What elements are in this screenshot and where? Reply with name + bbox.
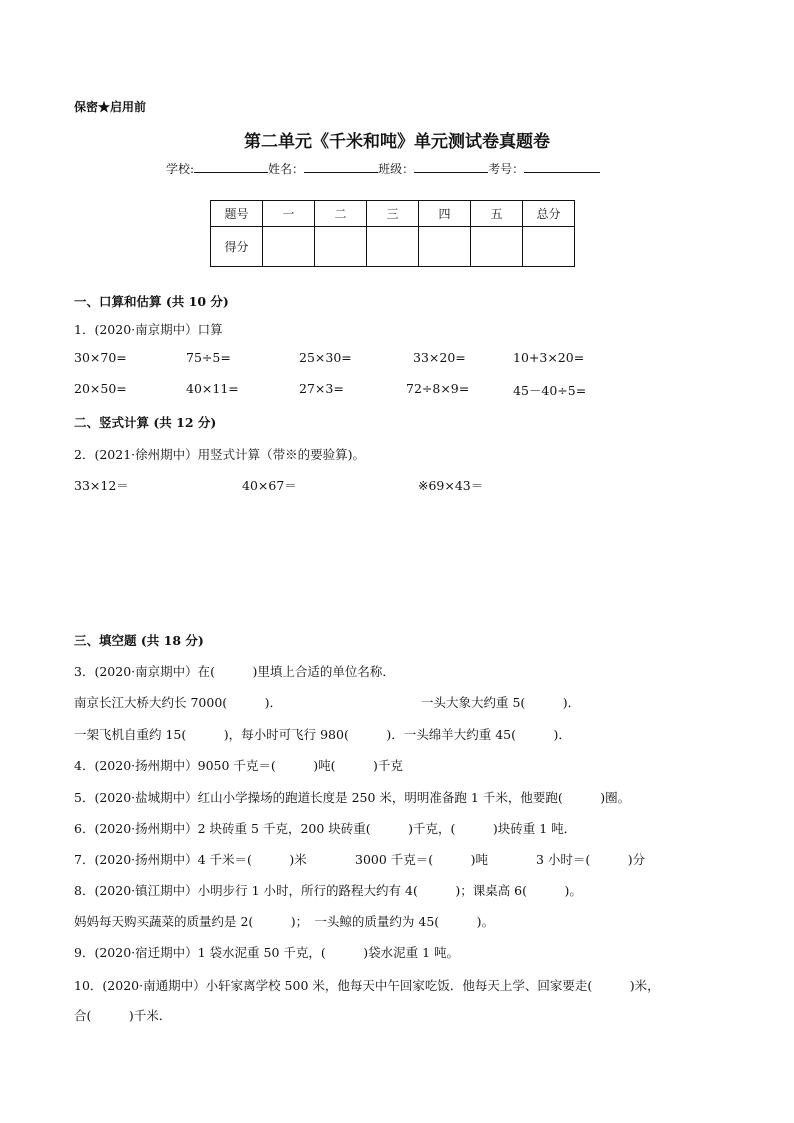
- score-header-cell: 三: [367, 201, 419, 227]
- score-table-header-row: [211, 201, 575, 227]
- score-table: [210, 200, 575, 267]
- exam-number-blank[interactable]: [524, 162, 600, 173]
- question-4: 4．(2020·扬州期中）9050 千克＝( )吨( )千克: [74, 758, 403, 773]
- question-5: 5．(2020·盐城期中）红山小学操场的跑道长度是 250 米，明明准备跑 1 千米，他要跑( )圈。: [74, 790, 631, 805]
- score-header-cell: 二: [315, 201, 367, 227]
- name-blank[interactable]: [304, 162, 378, 173]
- oral-calc-item: 27×3=: [299, 381, 344, 396]
- student-info-line: [166, 160, 600, 177]
- score-cell[interactable]: [419, 227, 471, 267]
- score-header-cell: 题号: [211, 201, 263, 227]
- section-1-heading: 一、口算和估算 (共 10 分): [74, 294, 229, 309]
- question-10: 10．(2020·南通期中）小轩家离学校 500 米，他每天中午回家吃饭．他每天上学、回家要走( )米，: [74, 978, 660, 993]
- score-table-score-row: [211, 227, 575, 267]
- score-row-label: 得分: [211, 227, 263, 267]
- oral-calc-item: 33×20=: [413, 350, 466, 365]
- score-cell[interactable]: [471, 227, 523, 267]
- page-title: 第二单元《千米和吨》单元测试卷真题卷: [244, 132, 550, 152]
- question-6: 6．(2020·扬州期中）2 块砖重 5 千克，200 块砖重( )千克，( )块砖重 1 吨．: [74, 821, 577, 836]
- question-3-part: 南京长江大桥大约长 7000( )．: [74, 695, 283, 710]
- oral-calc-item: 30×70=: [74, 350, 127, 365]
- question-1: 1．(2020·南京期中）口算: [74, 322, 223, 337]
- name-label: 姓名：: [268, 162, 305, 176]
- section-3-heading: 三、填空题 (共 18 分): [74, 633, 204, 648]
- oral-calc-item: 20×50=: [74, 381, 127, 396]
- school-blank[interactable]: [194, 162, 268, 173]
- score-cell[interactable]: [523, 227, 575, 267]
- score-header-cell: 四: [419, 201, 471, 227]
- question-9: 9．(2020·宿迁期中）1 袋水泥重 50 千克，( )袋水泥重 1 吨。: [74, 945, 460, 960]
- question-7-part: 3000 千克＝( )吨: [355, 852, 489, 867]
- score-cell[interactable]: [315, 227, 367, 267]
- score-header-cell: 总分: [523, 201, 575, 227]
- question-7-part: 3 小时＝( )分: [536, 852, 646, 867]
- oral-calc-item: 75÷5=: [186, 350, 231, 365]
- question-10-part: 合( )千米．: [74, 1008, 172, 1023]
- score-cell[interactable]: [367, 227, 419, 267]
- oral-calc-item: 25×30=: [299, 350, 352, 365]
- question-3-part: 一架飞机自重约 15( )，每小时可飞行 980( )．一头绵羊大约重 45( )．: [74, 727, 571, 742]
- oral-calc-item: 72÷8×9=: [406, 381, 470, 396]
- question-8: 8．(2020·镇江期中）小明步行 1 小时，所行的路程大约有 4( )；课桌高 6( )。: [74, 883, 582, 898]
- vertical-calc-item: 33×12＝: [74, 478, 129, 493]
- exam-number-label: 考号：: [488, 162, 525, 176]
- confidential-label: 保密★启用前: [74, 100, 147, 114]
- vertical-calc-item: 40×67＝: [242, 478, 297, 493]
- score-header-cell: 一: [263, 201, 315, 227]
- question-7-part: 7．(2020·扬州期中）4 千米＝( )米: [74, 852, 307, 867]
- question-2: 2．(2021·徐州期中）用竖式计算（带※的要验算)。: [74, 447, 365, 462]
- oral-calc-item: 45－40÷5=: [513, 383, 587, 398]
- question-8-part: 妈妈每天购买蔬菜的质量约是 2( )； 一头鲸的质量约为 45( )。: [74, 914, 495, 929]
- oral-calc-item: 40×11=: [186, 381, 239, 396]
- section-2-heading: 二、竖式计算 (共 12 分): [74, 415, 217, 430]
- school-label: 学校:: [166, 162, 195, 176]
- class-blank[interactable]: [414, 162, 488, 173]
- vertical-calc-item: ※69×43＝: [418, 478, 484, 493]
- question-3: 3．(2020·南京期中）在( )里填上合适的单位名称．: [74, 664, 395, 679]
- class-label: 班级：: [378, 162, 415, 176]
- score-cell[interactable]: [263, 227, 315, 267]
- question-3-part: 一头大象大约重 5( )．: [421, 695, 581, 710]
- score-header-cell: 五: [471, 201, 523, 227]
- oral-calc-item: 10+3×20=: [513, 350, 585, 365]
